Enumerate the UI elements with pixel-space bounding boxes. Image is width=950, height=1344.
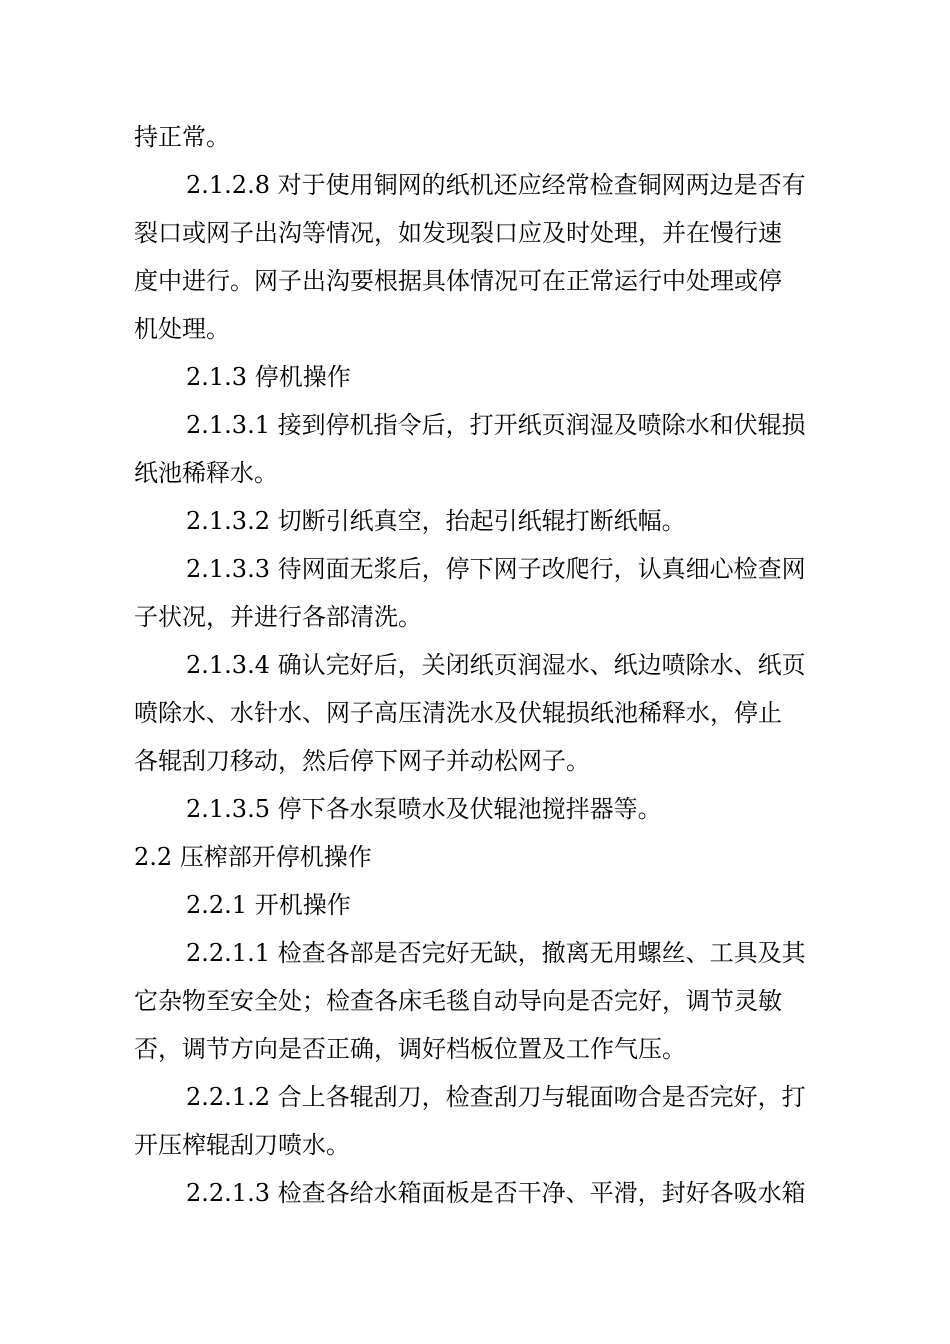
- section-heading: 2.2.1 开机操作: [186, 891, 351, 919]
- section-heading: 2.2 压榨部开停机操作: [134, 843, 372, 871]
- text-line: 机处理。: [134, 315, 230, 343]
- text-line: 喷除水、水针水、网子高压清洗水及伏辊损纸池稀释水，停止: [134, 699, 782, 727]
- text-line: 开压榨辊刮刀喷水。: [134, 1131, 350, 1159]
- text-line: 持正常。: [134, 123, 230, 151]
- text-line: 纸池稀释水。: [134, 459, 278, 487]
- text-line: 2.1.3.1 接到停机指令后，打开纸页润湿及喷除水和伏辊损: [186, 411, 806, 439]
- text-line: 2.1.3.2 切断引纸真空，抬起引纸辊打断纸幅。: [186, 507, 686, 535]
- text-line: 2.2.1.1 检查各部是否完好无缺，撤离无用螺丝、工具及其: [186, 939, 806, 967]
- text-line: 2.1.3.5 停下各水泵喷水及伏辊池搅拌器等。: [186, 795, 662, 823]
- section-heading: 2.1.3 停机操作: [186, 363, 351, 391]
- text-line: 它杂物至安全处；检查各床毛毯自动导向是否完好，调节灵敏: [134, 987, 782, 1015]
- text-line: 2.1.2.8 对于使用铜网的纸机还应经常检查铜网两边是否有: [186, 171, 806, 199]
- text-line: 裂口或网子出沟等情况，如发现裂口应及时处理，并在慢行速: [134, 219, 782, 247]
- text-line: 2.1.3.4 确认完好后，关闭纸页润湿水、纸边喷除水、纸页: [186, 651, 806, 679]
- text-line: 2.1.3.3 待网面无浆后，停下网子改爬行，认真细心检查网: [186, 555, 806, 583]
- text-line: 各辊刮刀移动，然后停下网子并动松网子。: [134, 747, 590, 775]
- text-line: 2.2.1.2 合上各辊刮刀，检查刮刀与辊面吻合是否完好，打: [186, 1083, 806, 1111]
- text-line: 度中进行。网子出沟要根据具体情况可在正常运行中处理或停: [134, 267, 782, 295]
- text-line: 子状况，并进行各部清洗。: [134, 603, 422, 631]
- text-line: 否，调节方向是否正确，调好档板位置及工作气压。: [134, 1035, 686, 1063]
- text-line: 2.2.1.3 检查各给水箱面板是否干净、平滑，封好各吸水箱: [186, 1179, 806, 1207]
